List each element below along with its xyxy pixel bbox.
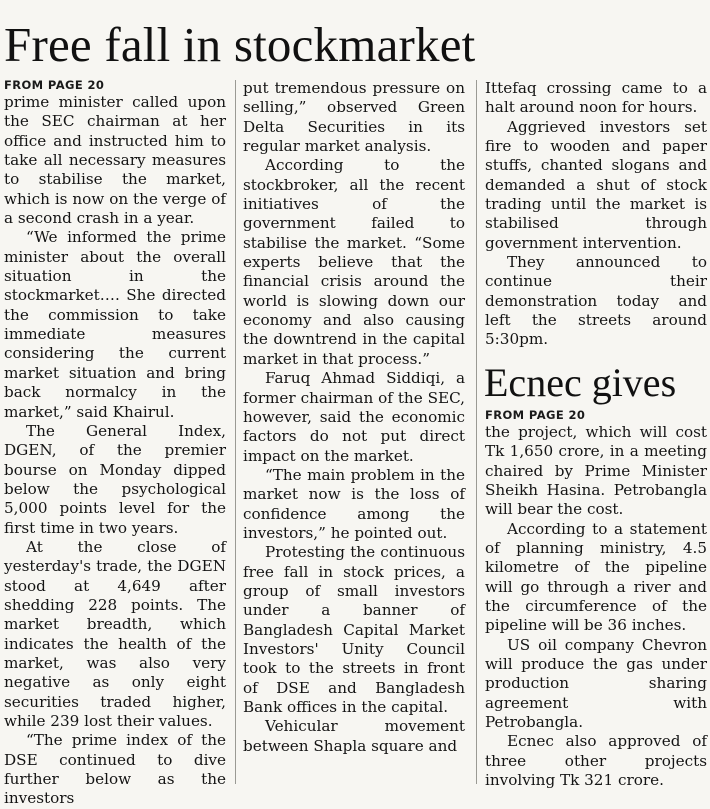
paragraph: “The main problem in the market now is the loss of confidence among the investors,” he pointed out. — [243, 465, 465, 542]
paragraph: Protesting the continuous free fall in stock prices, a group of small investors under a banner of Bangladesh Capital Market Investors' Unity Council took to the streets in front of DSE and Bangladesh Bank offices in the capital. — [243, 543, 465, 716]
paragraph: According to a statement of planning ministry, 4.5 kilometre of the pipeline will go through a river and the circumference of the pipeline will be 36 inches. — [485, 519, 707, 635]
paragraph: US oil company Chevron will produce the gas under production sharing agreement with Petrobangla. — [485, 635, 707, 731]
paragraph: Vehicular movement between Shapla square and — [243, 717, 465, 755]
paragraph: At the close of yesterday's trade, the DGEN stood at 4,649 after shedding 228 points. The market breadth, which indicates the health of the market, was also very negative as only eight securities traded higher, while 239 lost their values. — [4, 537, 226, 730]
paragraph: the project, which will cost Tk 1,650 crore, in a meeting chaired by Prime Minister Sheikh Hasina. Petrobangla will bear the cost. — [485, 422, 707, 519]
paragraph: “We informed the prime minister about the overall situation in the stockmarket…. She directed the commission to take immediate measures considering the current market situation and bring back normalcy in the market,” said Khairul. — [4, 228, 226, 421]
paragraph: Ecnec also approved of three other projects involving Tk 321 crore. — [485, 732, 707, 789]
column-2 — [243, 79, 465, 756]
paragraph: They announced to continue their demonstration today and left the streets around 5:30pm. — [485, 253, 707, 349]
paragraph: The General Index, DGEN, of the premier bourse on Monday dipped below the psychological 5,000 points level for the first time in two years. — [4, 421, 226, 537]
paragraph: According to the stockbroker, all the recent initiatives of the government failed to stabilise the market. “Some experts believe that the financial crisis around the world is slowing down our economy and also causing the downtrend in the capital market in that process.” — [243, 156, 465, 368]
paragraph: Ittefaq crossing came to a halt around noon for hours. — [485, 79, 707, 117]
article-headline: Free fall in stockmarket — [4, 17, 476, 72]
continuation-kicker: FROM PAGE 20 — [4, 78, 105, 92]
paragraph: Faruq Ahmad Siddiqi, a former chairman of the SEC, however, said the economic factors do not put direct impact on the market. — [243, 369, 465, 465]
continuation-kicker: FROM PAGE 20 — [485, 407, 586, 422]
column-divider — [476, 80, 477, 784]
paragraph: “The prime index of the DSE continued to dive further below as the investors — [4, 731, 226, 808]
column-1 — [4, 77, 226, 809]
paragraph: put tremendous pressure on selling,” observed Green Delta Securities in its regular market analysis. — [243, 79, 465, 156]
column-divider — [235, 80, 236, 784]
second-article-headline: Ecnec gives — [484, 359, 677, 405]
column-3 — [485, 79, 707, 790]
paragraph: prime minister called upon the SEC chairman at her office and instructed him to take all necessary measures to stabilise the market, which is now on the verge of a second crash in a year. — [4, 93, 226, 228]
paragraph: Aggrieved investors set fire to wooden and paper stuffs, chanted slogans and demanded a shut of stock trading until the market is stabilised through government intervention. — [485, 117, 707, 252]
